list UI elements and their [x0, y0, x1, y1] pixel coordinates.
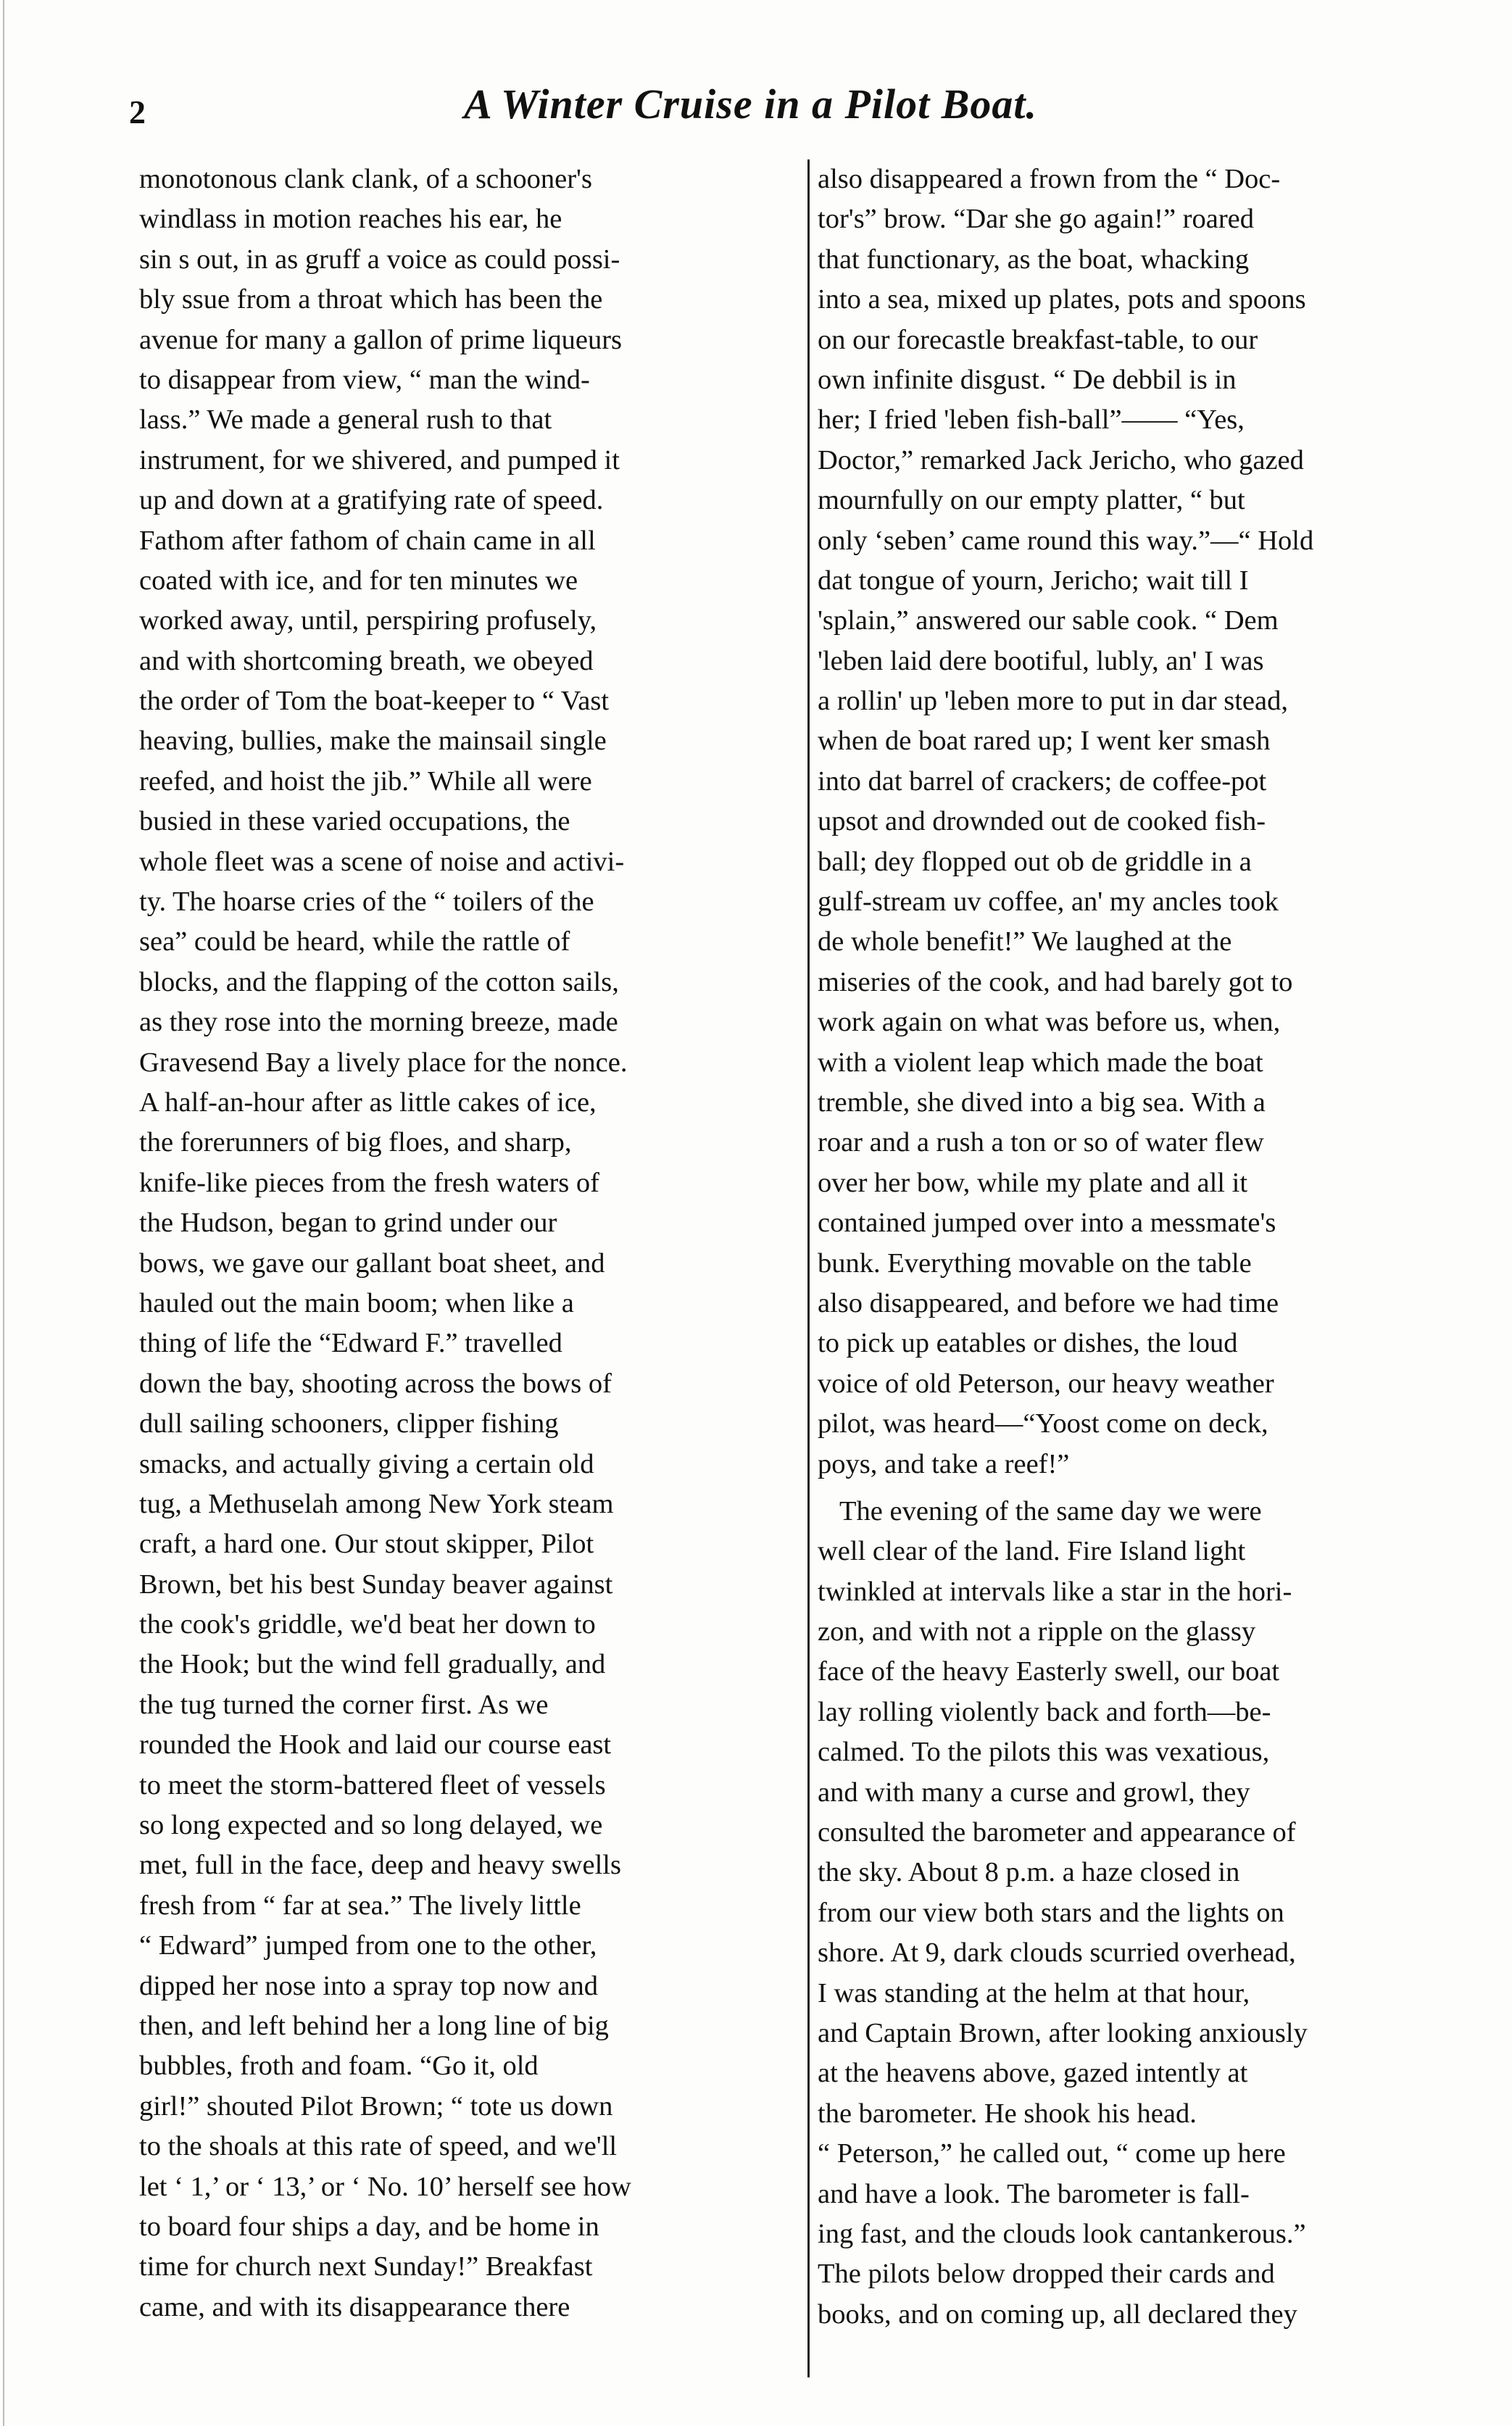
text-line: to the shoals at this rate of speed, and we'll	[139, 2131, 618, 2162]
text-line: zon, and with not a ripple on the glassy	[818, 1616, 1256, 1648]
text-line: busied in these varied occupations, the	[139, 806, 570, 837]
text-line: mournfully on our empty platter, “ but	[818, 485, 1245, 516]
text-line: over her bow, while my plate and all it	[818, 1167, 1248, 1198]
text-line: the barometer. He shook his head.	[818, 2098, 1197, 2129]
page-number: 2	[129, 94, 146, 130]
text-line: down the bay, shooting across the bows of	[139, 1368, 612, 1399]
text-line: the tug turned the corner first. As we	[139, 1689, 549, 1720]
text-line: ty. The hoarse cries of the “ toilers of the	[139, 886, 594, 918]
text-line: rounded the Hook and laid our course east	[139, 1729, 612, 1761]
text-line: work again on what was before us, when,	[818, 1007, 1281, 1038]
text-line: The pilots below dropped their cards and	[818, 2259, 1275, 2290]
text-line: the order of Tom the boat-keeper to “ Vast	[139, 686, 610, 717]
text-line: the sky. About 8 p.m. a haze closed in	[818, 1857, 1240, 1888]
text-line: met, full in the face, deep and heavy swells	[139, 1850, 621, 1881]
text-line: de whole benefit!” We laughed at the	[818, 926, 1232, 957]
text-line: as they rose into the morning breeze, made	[139, 1007, 618, 1038]
text-line: time for church next Sunday!” Breakfast	[139, 2251, 593, 2282]
text-line: Brown, bet his best Sunday beaver against	[139, 1569, 613, 1600]
text-line: dull sailing schooners, clipper fishing	[139, 1408, 559, 1440]
text-line: into a sea, mixed up plates, pots and spoons	[818, 284, 1306, 315]
text-line: “ Peterson,” he called out, “ come up here	[818, 2138, 1286, 2169]
text-line: coated with ice, and for ten minutes we	[139, 565, 578, 596]
text-line: ing fast, and the clouds look cantankerous.”	[818, 2218, 1306, 2249]
text-line: face of the heavy Easterly swell, our boat	[818, 1656, 1280, 1687]
text-line: windlass in motion reaches his ear, he	[139, 204, 562, 235]
text-line: miseries of the cook, and had barely got to	[818, 966, 1293, 997]
text-line: voice of old Peterson, our heavy weather	[818, 1368, 1274, 1399]
text-line: tug, a Methuselah among New York steam	[139, 1488, 614, 1519]
text-line: bly ssue from a throat which has been the	[139, 284, 603, 315]
text-line: instrument, for we shivered, and pumped it	[139, 444, 620, 475]
text-line: and have a look. The barometer is fall-	[818, 2178, 1250, 2209]
text-line: knife-like pieces from the fresh waters of	[139, 1167, 599, 1198]
text-line: came, and with its disappearance there	[139, 2291, 570, 2322]
text-line: upsot and drownded out de cooked fish-	[818, 806, 1266, 837]
text-line: the Hook; but the wind fell gradually, and	[139, 1649, 606, 1680]
text-line: with a violent leap which made the boat	[818, 1047, 1263, 1078]
text-line: and with many a curse and growl, they	[818, 1777, 1250, 1808]
text-line: the Hudson, began to grind under our	[139, 1208, 557, 1239]
text-line: The evening of the same day we were	[839, 1495, 1262, 1526]
text-line: and with shortcoming breath, we obeyed	[139, 645, 594, 676]
text-line: gulf-stream uv coffee, an' my ancles took	[818, 886, 1279, 918]
right-text-column	[818, 159, 1499, 2335]
text-line: craft, a hard one. Our stout skipper, Pilot	[139, 1529, 594, 1560]
text-line: on our forecastle breakfast-table, to our	[818, 324, 1258, 355]
text-line: to disappear from view, “ man the wind-	[139, 364, 590, 395]
text-line: to board four ships a day, and be home in	[139, 2211, 599, 2242]
text-line: also disappeared, and before we had time	[818, 1287, 1279, 1318]
column-divider	[807, 159, 810, 2377]
text-line: thing of life the “Edward F.” travelled	[139, 1328, 562, 1359]
text-line: the forerunners of big floes, and sharp,	[139, 1127, 572, 1158]
text-line: own infinite disgust. “ De debbil is in	[818, 364, 1237, 395]
text-line: pilot, was heard—“Yoost come on deck,	[818, 1408, 1268, 1440]
text-line: bubbles, froth and foam. “Go it, old	[139, 2051, 539, 2082]
text-line: up and down at a gratifying rate of speed.	[139, 485, 604, 516]
text-line: Gravesend Bay a lively place for the nonce.	[139, 1047, 628, 1078]
text-line: to pick up eatables or dishes, the loud	[818, 1328, 1238, 1359]
text-line: I was standing at the helm at that hour,	[818, 1977, 1250, 2008]
text-line: sin s out, in as gruff a voice as could possi-	[139, 244, 620, 275]
text-line: roar and a rush a ton or so of water flew	[818, 1127, 1264, 1158]
text-line: dat tongue of yourn, Jericho; wait till I	[818, 565, 1249, 596]
text-line: blocks, and the flapping of the cotton sails,	[139, 966, 619, 997]
text-line: sea” could be heard, while the rattle of	[139, 926, 570, 957]
text-line: also disappeared a frown from the “ Doc-	[818, 164, 1281, 194]
text-line: lass.” We made a general rush to that	[139, 404, 552, 436]
left-text-column	[139, 159, 813, 2327]
text-line: consulted the barometer and appearance of	[818, 1817, 1296, 1848]
text-line: reefed, and hoist the jib.” While all were	[139, 765, 592, 797]
text-line: let ‘ 1,’ or ‘ 13,’ or ‘ No. 10’ herself see how	[139, 2171, 631, 2202]
text-line: at the heavens above, gazed intently at	[818, 2058, 1248, 2089]
text-line: avenue for many a gallon of prime liqueurs	[139, 324, 623, 355]
text-line: ball; dey flopped out ob de griddle in a	[818, 846, 1252, 877]
text-line: well clear of the land. Fire Island light	[818, 1536, 1246, 1567]
text-line: shore. At 9, dark clouds scurried overhead,	[818, 1937, 1296, 1969]
text-line: dipped her nose into a spray top now and	[139, 1970, 598, 2001]
running-title: A Winter Cruise in a Pilot Boat.	[464, 80, 1038, 128]
text-line: from our view both stars and the lights on	[818, 1897, 1284, 1928]
text-line: calmed. To the pilots this was vexatious,	[818, 1737, 1270, 1768]
text-line: then, and left behind her a long line of big	[139, 2010, 609, 2041]
text-line: her; I fried 'leben fish-ball”—— “Yes,	[818, 404, 1245, 436]
text-line: “ Edward” jumped from one to the other,	[139, 1930, 597, 1961]
text-line: books, and on coming up, all declared they	[818, 2298, 1297, 2330]
text-line: when de boat rared up; I went ker smash	[818, 726, 1271, 757]
text-line: 'splain,” answered our sable cook. “ Dem	[818, 605, 1279, 636]
text-line: fresh from “ far at sea.” The lively little	[139, 1890, 581, 1921]
text-line: tremble, she dived into a big sea. With a	[818, 1087, 1266, 1118]
text-line: 'leben laid dere bootiful, lubly, an' I was	[818, 645, 1264, 676]
text-line: Doctor,” remarked Jack Jericho, who gazed	[818, 444, 1304, 475]
text-line: only ‘seben’ came round this way.”—“ Hold	[818, 525, 1314, 556]
text-line: heaving, bullies, make the mainsail single	[139, 726, 607, 757]
text-line: worked away, until, perspiring profusely,	[139, 605, 597, 636]
text-line: poys, and take a reef!”	[818, 1448, 1070, 1479]
text-line: a rollin' up 'leben more to put in dar stead,	[818, 686, 1288, 717]
text-line: tor's” brow. “Dar she go again!” roared	[818, 204, 1254, 235]
text-line: the cook's griddle, we'd beat her down to	[139, 1609, 596, 1640]
text-line: lay rolling violently back and forth—be-	[818, 1696, 1271, 1727]
text-line: so long expected and so long delayed, we	[139, 1810, 603, 1841]
text-line: monotonous clank clank, of a schooner's	[139, 164, 592, 194]
text-line: whole fleet was a scene of noise and activi-	[139, 846, 625, 877]
text-line: to meet the storm-battered fleet of vessels	[139, 1769, 606, 1800]
text-line: bunk. Everything movable on the table	[818, 1247, 1252, 1279]
text-line: into dat barrel of crackers; de coffee-pot	[818, 765, 1267, 797]
text-line: contained jumped over into a messmate's	[818, 1208, 1276, 1239]
text-line: twinkled at intervals like a star in the hori-	[818, 1576, 1292, 1607]
page-header	[0, 72, 1512, 138]
text-line: smacks, and actually giving a certain old	[139, 1448, 594, 1479]
text-line: and Captain Brown, after looking anxiously	[818, 2017, 1308, 2048]
text-line: that functionary, as the boat, whacking	[818, 244, 1250, 275]
page-edge-shadow	[3, 0, 4, 2426]
text-line: bows, we gave our gallant boat sheet, and	[139, 1247, 605, 1279]
text-line: girl!” shouted Pilot Brown; “ tote us down	[139, 2090, 613, 2122]
text-line: hauled out the main boom; when like a	[139, 1287, 574, 1318]
text-line: A half-an-hour after as little cakes of ice,	[139, 1087, 597, 1118]
text-line: Fathom after fathom of chain came in all	[139, 525, 596, 556]
